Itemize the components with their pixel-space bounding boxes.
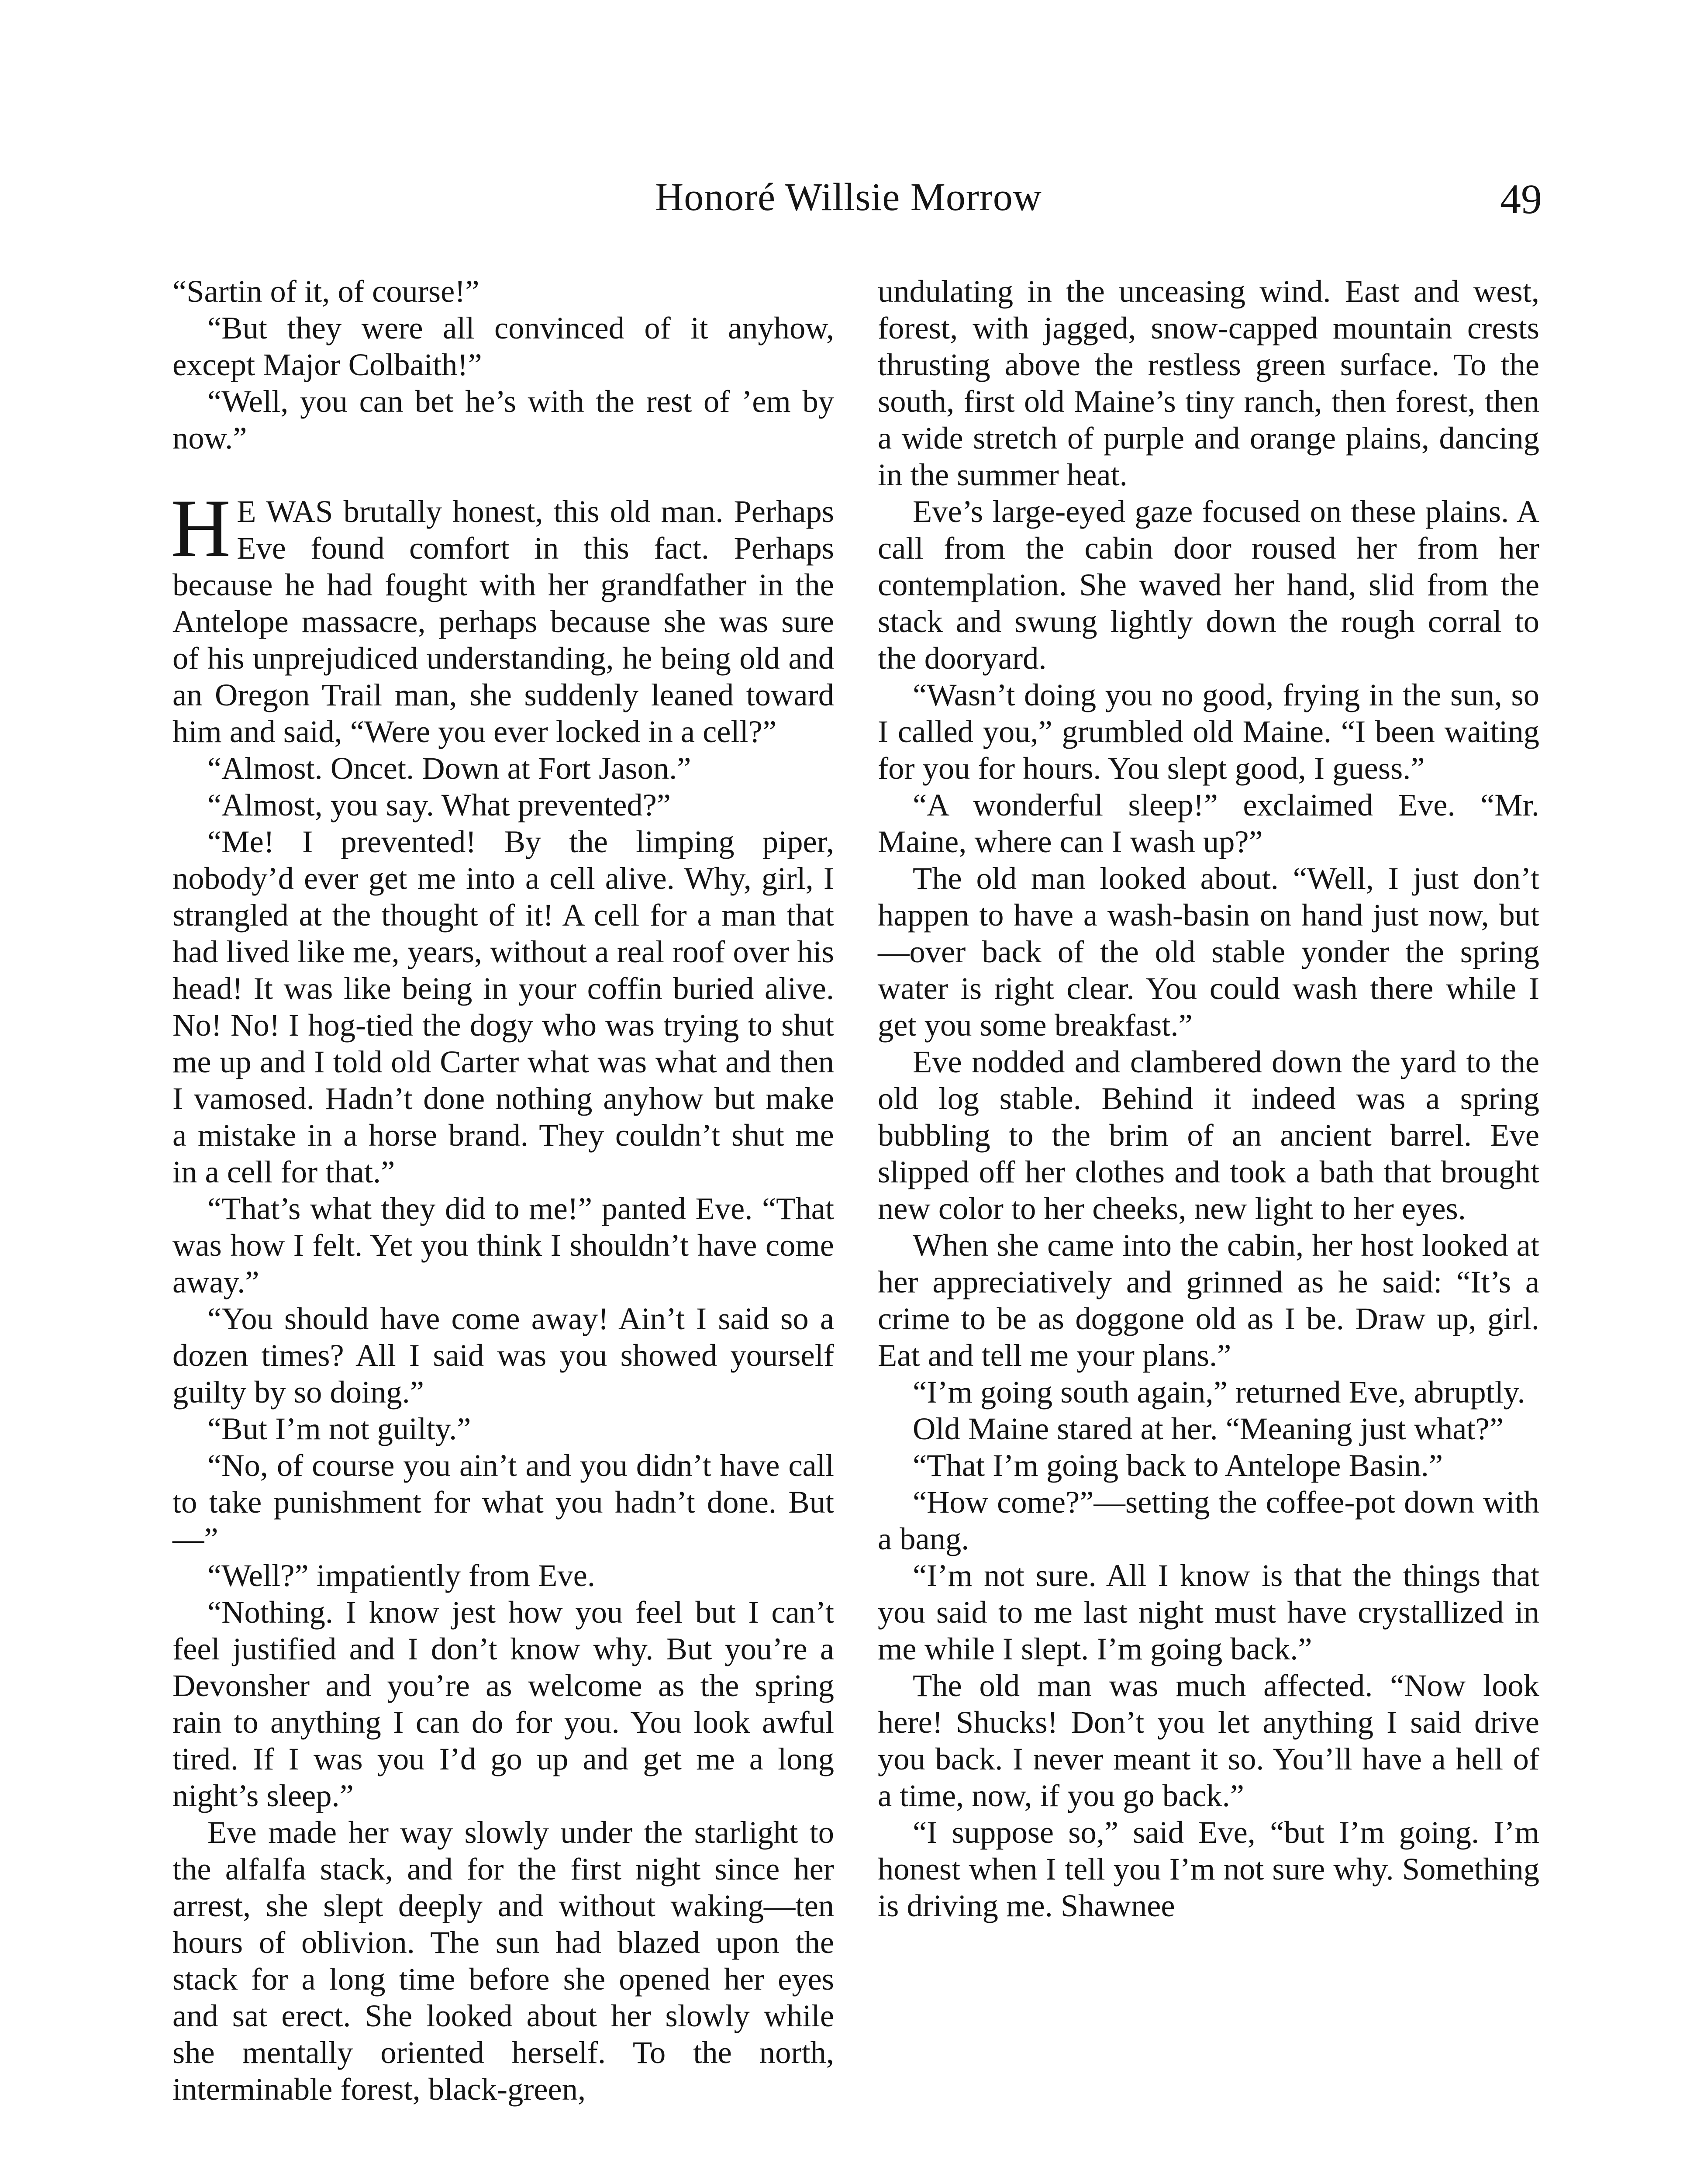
page-number: 49 bbox=[1500, 176, 1542, 222]
paragraph: “But I’m not guilty.” bbox=[207, 1411, 471, 1446]
paragraph: Eve’s large-eyed gaze focused on these plains. A call from the cabin door roused her from her contemplation. She waved her hand, slid from the stack and swung lightly down the rough corral to the dooryard. bbox=[878, 494, 1539, 676]
paragraph: Eve nodded and clambered down the yard to the old log stable. Behind it indeed was a spring bubbling to the brim of an ancient barrel. Eve slipped off her clothes and took a bath that brought new color to her cheeks, new light to her eyes. bbox=[878, 1044, 1539, 1226]
paragraph: “Me! I prevented! By the limping piper, nobody’d ever get me into a cell alive. Why, girl, I strangled at the thought of it! A cell for a man that had lived like me, years, without a real roof over his head! It was like being in your coffin buried alive. No! No! I hog-tied the dogy who was trying to shut me up and I told old Carter what was what and then I vamosed. Hadn’t done nothing anyhow but make a mistake in a horse brand. They couldn’t shut me in a cell for that.” bbox=[172, 824, 834, 1189]
drop-cap: H bbox=[171, 483, 231, 574]
paragraph: “How come?”—setting the coffee-pot down with a bang. bbox=[878, 1484, 1539, 1556]
paragraph-dropcap bbox=[171, 483, 834, 750]
running-head: Honoré Willsie Morrow bbox=[655, 176, 1042, 219]
paragraph: “That’s what they did to me!” panted Eve. “That was how I felt. Yet you think I shouldn’t have come away.” bbox=[172, 1191, 834, 1299]
paragraph: “But they were all convinced of it anyhow, except Major Colbaith!” bbox=[172, 310, 834, 382]
paragraph: “Well?” impatiently from Eve. bbox=[207, 1558, 595, 1593]
page-header bbox=[0, 175, 1697, 232]
paragraph: “Well, you can bet he’s with the rest of ’em by now.” bbox=[172, 384, 834, 456]
paragraph: Eve made her way slowly under the starlight to the alfalfa stack, and for the first night since her arrest, she slept deeply and without waking—ten hours of oblivion. The sun had blazed upon the stack for a long time before she opened her eyes and sat erect. She looked about her slowly while she mentally oriented herself. To the north, interminable forest, black-green, bbox=[172, 1814, 834, 2107]
paragraph: “A wonderful sleep!” exclaimed Eve. “Mr. Maine, where can I wash up?” bbox=[878, 787, 1539, 859]
paragraph: When she came into the cabin, her host looked at her appreciatively and grinned as he said: “It’s a crime to be as doggone old as I be. Draw up, girl. Eat and tell me your plans.” bbox=[878, 1227, 1539, 1373]
paragraph: Old Maine stared at her. “Meaning just what?” bbox=[913, 1411, 1504, 1446]
paragraph: “I’m not sure. All I know is that the things that you said to me last night must have crystallized in me while I slept. I’m going back.” bbox=[878, 1558, 1539, 1666]
paragraph: “Almost, you say. What prevented?” bbox=[207, 787, 671, 822]
paragraph-text: E WAS brutally honest, this old man. Perhaps Eve found comfort in this fact. Perhaps because he had fought with her grandfather in the Antelope massacre, perhaps because she was sure of his unprejudiced understanding, he being old and an Oregon Trail man, she suddenly leaned toward him and said, “Were you ever locked in a cell?” bbox=[172, 494, 834, 749]
paragraph: “Sartin of it, of course!” bbox=[172, 273, 479, 309]
paragraph: The old man was much affected. “Now look here! Shucks! Don’t you let anything I said drive you back. I never meant it so. You’ll have a hell of a time, now, if you go back.” bbox=[878, 1668, 1539, 1813]
paragraph: “Wasn’t doing you no good, frying in the sun, so I called you,” grumbled old Maine. “I been waiting for you for hours. You slept good, I guess.” bbox=[878, 677, 1539, 786]
paragraph: “I suppose so,” said Eve, “but I’m going. I’m honest when I tell you I’m not sure why. Something is driving me. Shawnee bbox=[878, 1814, 1539, 1923]
paragraph: “Almost. Oncet. Down at Fort Jason.” bbox=[207, 750, 691, 786]
paragraph: “Nothing. I know jest how you feel but I can’t feel justified and I don’t know why. But you’re a Devonsher and you’re as welcome as the spring rain to anything I can do for you. You look awful tired. If I was you I’d go up and get me a long night’s sleep.” bbox=[172, 1594, 834, 1813]
paragraph: “That I’m going back to Antelope Basin.” bbox=[913, 1448, 1443, 1483]
paragraph: “You should have come away! Ain’t I said so a dozen times? All I said was you showed yourself guilty by so doing.” bbox=[172, 1301, 834, 1410]
right-column bbox=[878, 273, 1539, 1924]
left-column bbox=[172, 273, 834, 2108]
paragraph: undulating in the unceasing wind. East and west, forest, with jagged, snow-capped mountain crests thrusting above the restless green surface. To the south, first old Maine’s tiny ranch, then forest, then a wide stretch of purple and orange plains, dancing in the summer heat. bbox=[878, 273, 1539, 492]
paragraph: The old man looked about. “Well, I just don’t happen to have a wash-basin on hand just now, but—over back of the old stable yonder the spring water is right clear. You could wash there while I get you some breakfast.” bbox=[878, 860, 1539, 1043]
paragraph: “I’m going south again,” returned Eve, abruptly. bbox=[913, 1374, 1525, 1410]
paragraph: “No, of course you ain’t and you didn’t have call to take punishment for what you hadn’t done. But—” bbox=[172, 1448, 834, 1556]
